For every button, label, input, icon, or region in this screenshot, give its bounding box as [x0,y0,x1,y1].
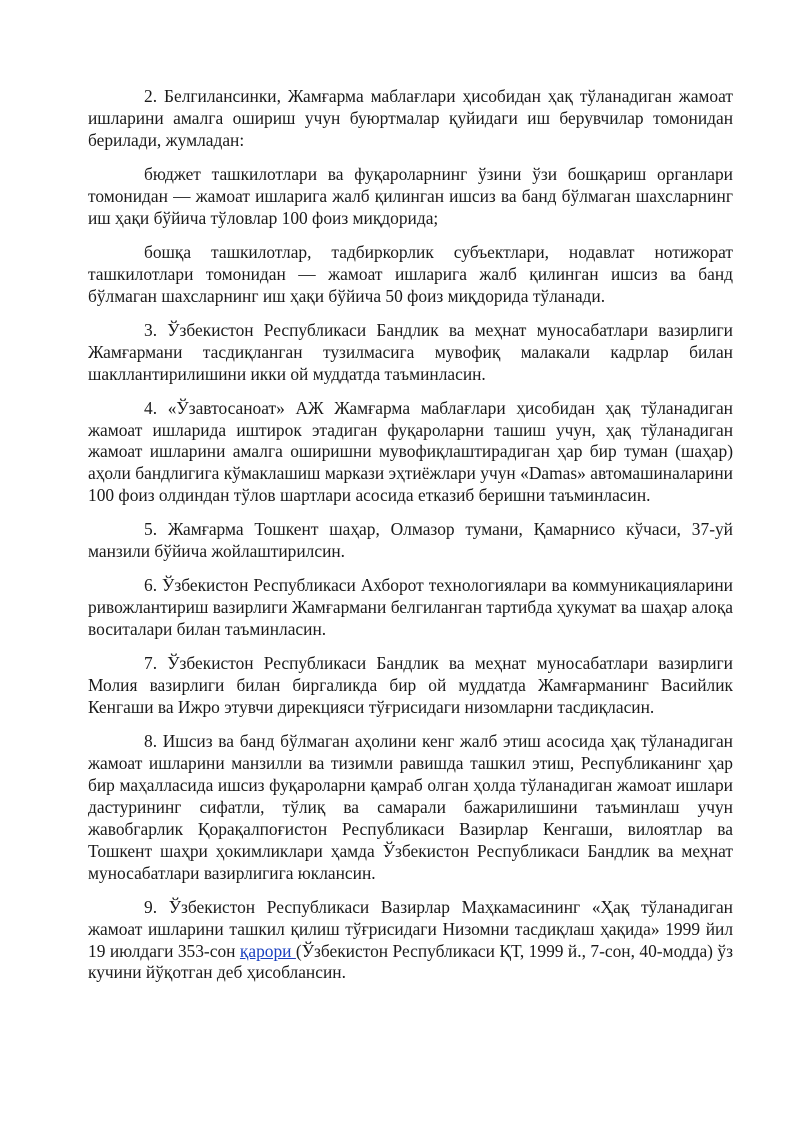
paragraph-7: 7. Ўзбекистон Республикаси Бандлик ва меҳнат муносабатлари вазирлиги Молия вазирлиги билан биргаликда бир ой муддатда Жамғарманинг Васийлик Кенгаши ва Ижро этувчи дирекцияси тўғрисидаги низомларни тасдиқласин. [88,653,733,718]
paragraph-2-other: бошқа ташкилотлар, тадбиркорлик субъектлари, нодавлат нотижорат ташкилотлари томонидан — жамоат ишларига жалб қилинган ишсиз ва банд бўлмаган шахсларнинг иш ҳақи бўйича 50 фоиз миқдорида тўланади. [88,241,733,306]
paragraph-2: 2. Белгилансинки, Жамғарма маблағлари ҳисобидан ҳақ тўланадиган жамоат ишларини амалга ошириш учун буюртмалар қуйидаги иш берувчилар томонидан берилади, жумладан: [88,86,733,150]
paragraph-9-text-after: (Ўзбекистон Республикаси ҚТ, 1999 й., 7-сон, 40-модда) ўз кучини йўқотган деб ҳисоблансин. [88,940,733,983]
resolution-link[interactable]: қарори [239,940,296,961]
paragraph-3: 3. Ўзбекистон Республикаси Бандлик ва меҳнат муносабатлари вазирлиги Жамғармани тасдиқланган тузилмасига мувофиқ малакали кадрлар билан шакллантирилишини икки ой муддатда таъминласин. [88,319,733,384]
paragraph-9-text-before: 9. Ўзбекистон Республикаси Вазирлар Маҳкамасининг «Ҳақ тўланадиган жамоат ишларини ташкил қилиш тўғрисидаги Низомни тасдиқлаш ҳақида» 1999 йил 19 июлдаги 353-сон [88,896,733,961]
paragraph-9 [88,897,733,985]
paragraph-6: 6. Ўзбекистон Республикаси Ахборот технологиялари ва коммуникацияларини ривожлантириш вазирлиги Жамғармани белгиланган тартибда ҳукумат ва шаҳар алоқа воситалари билан таъминласин. [88,575,733,640]
document-page [88,86,733,997]
paragraph-8: 8. Ишсиз ва банд бўлмаган аҳолини кенг жалб этиш асосида ҳақ тўланадиган жамоат ишларини манзилли ва тизимли равишда ташкил этиш, Республиканинг ҳар бир маҳалласида ишсиз фуқароларни қамраб олган ҳолда тўланадиган жамоат ишлари дастурининг сифатли, тўлиқ ва самарали бажарилишини таъминлаш учун жавобгарлик Қорақалпоғистон Республикаси Вазирлар Кенгаши, вилоятлар ва Тошкент шаҳри ҳокимликлари ҳамда Ўзбекистон Республикаси Бандлик ва меҳнат муносабатлари вазирлигига юклансин. [88,731,733,883]
paragraph-5: 5. Жамғарма Тошкент шаҳар, Олмазор тумани, Қамарнисо кўчаси, 37-уй манзили бўйича жойлаштирилсин. [88,519,733,562]
paragraph-4: 4. «Ўзавтосаноат» АЖ Жамғарма маблағлари ҳисобидан ҳақ тўланадиган жамоат ишларида иштирок этадиган фуқароларни ташиш учун, ҳақ тўланадиган жамоат ишларини амалга оширишни мувофиқлаштирадиган ҳар бир туман (шаҳар) аҳоли бандлигига кўмаклашиш маркази эҳтиёжлари учун «Damas» автомашиналарини 100 фоиз олдиндан тўлов шартлари асосида етказиб беришни таъминласин. [88,397,733,506]
paragraph-2-budget: бюджет ташкилотлари ва фуқароларнинг ўзини ўзи бошқариш органлари томонидан — жамоат ишларига жалб қилинган ишсиз ва банд бўлмаган шахсларнинг иш ҳақи бўйича тўловлар 100 фоиз миқдорида; [88,163,733,228]
